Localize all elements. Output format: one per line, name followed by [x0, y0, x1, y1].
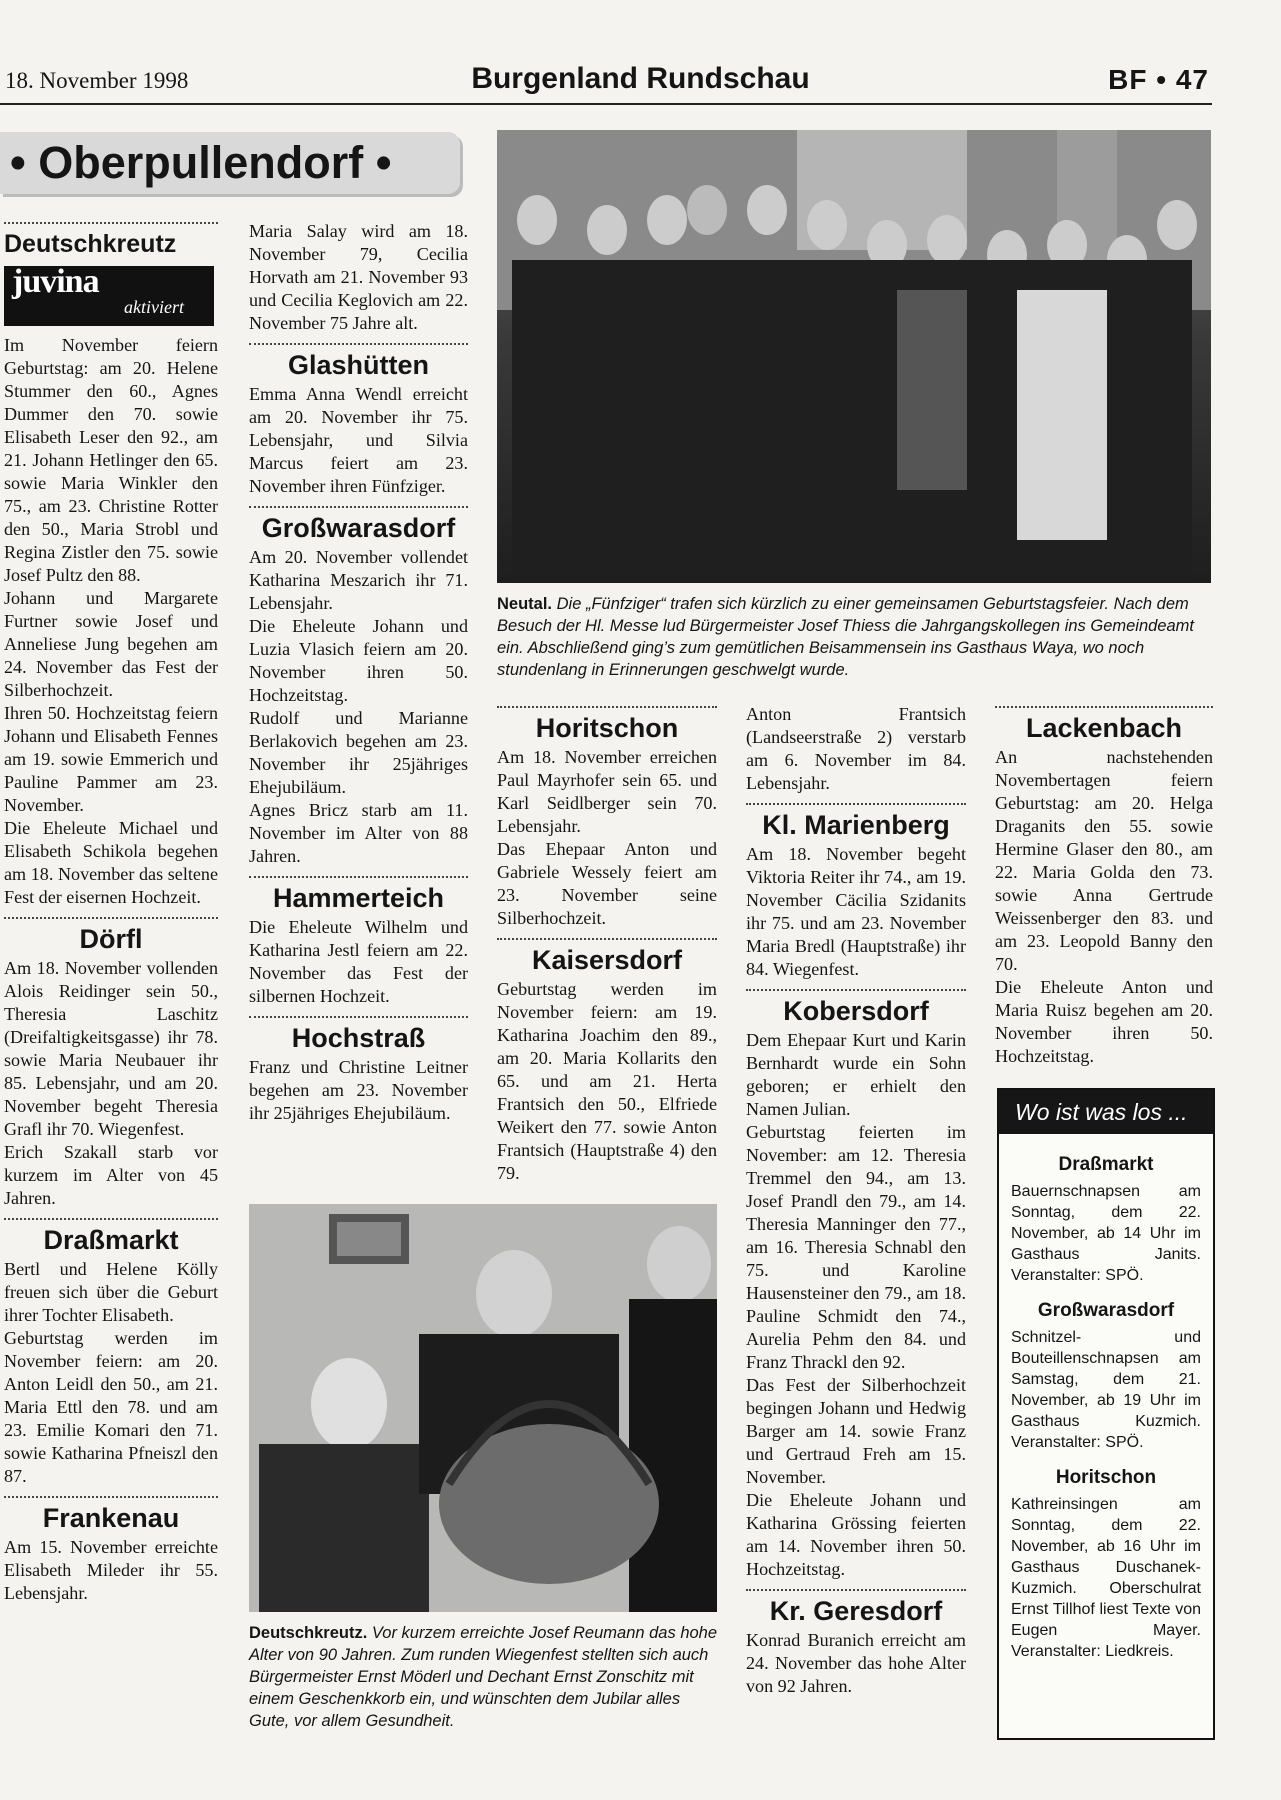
- paragraph: Die Eheleute Michael und Elisabeth Schikola begehen am 18. November das seltene Fest der eisernen Hochzeit.: [4, 818, 218, 907]
- divider: [995, 706, 1213, 708]
- divider: [746, 1589, 966, 1591]
- group-photo-neutal: [497, 130, 1211, 583]
- paragraph: Im November feiern Geburtstag: am 20. Helene Stummer den 60., Agnes Dummer den 70. sowie Elisabeth Leser den 92., am 21. Johann Hetlinger den 65. sowie Maria Winkler den 75., am 23. Christine Rotter den 50., Maria Strobl und Regina Zistler den 75. sowie Josef Pultz den 88.: [4, 335, 218, 585]
- column-3: [497, 706, 717, 1185]
- divider: [497, 706, 717, 708]
- divider: [746, 989, 966, 991]
- group-photo-illustration: [497, 130, 1211, 583]
- column-4: [746, 703, 966, 1698]
- paragraph: Bertl und Helene Kölly freuen sich über die Geburt ihrer Tochter Elisabeth.: [4, 1259, 218, 1325]
- event-place: Horitschon: [1055, 1467, 1157, 1488]
- paragraph: Maria Salay wird am 18. November 79, Cecilia Horvath am 21. November 93 und Cecilia Keglovich am 22. November 75 Jahre alt.: [249, 221, 468, 333]
- paragraph: Am 18. November vollenden Alois Reidinger sein 50., Theresia Laschitz (Dreifaltigkeitsgasse) ihr 78. sowie Maria Neubauer ihr 85. Lebensjahr, und am 20. November begeht Theresia Grafl ihr 70. Wiegenfest.: [4, 958, 218, 1139]
- paragraph: Das Fest der Silberhochzeit begingen Johann und Hedwig Barger am 14. sowie Franz und Gertraud Freh am 15. November.: [746, 1375, 966, 1487]
- column-2: [249, 220, 468, 1125]
- event-text: Kathreinsingen am Sonntag, dem 22. November, ab 16 Uhr im Gasthaus Duschanek-Kuzmich. Oberschulrat Ernst Tillhof liest Texte von Eugen Mayer. Veranstalter: Liedkreis.: [1011, 1496, 1201, 1660]
- heading-kaisersdorf: Kaisersdorf: [531, 945, 683, 975]
- events-box-body: [999, 1134, 1213, 1668]
- logo-tagline: aktiviert: [124, 297, 184, 317]
- divider: [4, 917, 218, 919]
- event-text: Schnitzel- und Bouteillenschnapsen am Samstag, dem 21. November, ab 19 Uhr im Gasthaus Kuzmich. Veranstalter: SPÖ.: [1011, 1329, 1201, 1451]
- heading-hochstrass: Hochstraß: [291, 1023, 426, 1053]
- paragraph: Agnes Bricz starb am 11. November im Alter von 88 Jahren.: [249, 800, 468, 866]
- heading-lackenbach: Lackenbach: [1025, 713, 1183, 743]
- heading-deutschkreutz: Deutschkreutz: [4, 230, 177, 258]
- paragraph: Die Eheleute Wilhelm und Katharina Jestl feiern am 22. November das Fest der silbernen Hochzeit.: [249, 917, 468, 1006]
- paragraph: Am 18. November erreichen Paul Mayrhofer sein 65. und Karl Seidlberger sein 70. Lebensjahr.: [497, 747, 717, 836]
- divider: [4, 1496, 218, 1498]
- paragraph: Geburtstag werden im November feiern: am 19. Katharina Joachim den 89., am 20. Maria Kollarits den 65. und am 21. Herta Frantsich den 50., Elfriede Weikert den 77. sowie Anton Frantsich (Hauptstraße 4) den 79.: [497, 979, 717, 1183]
- paragraph: Dem Ehepaar Kurt und Karin Bernhardt wurde ein Sohn geboren; er erhielt den Namen Julian.: [746, 1030, 966, 1119]
- heading-kl-marienberg: Kl. Marienberg: [762, 810, 950, 840]
- event-place: Großwarasdorf: [1037, 1300, 1175, 1321]
- divider: [249, 343, 468, 345]
- juvina-logo: [4, 263, 214, 326]
- paragraph: Konrad Buranich erreicht am 24. November das hohe Alter von 92 Jahren.: [746, 1630, 966, 1696]
- heading-grosswarasdorf: Großwarasdorf: [261, 513, 456, 543]
- event-place: Draßmarkt: [1058, 1154, 1154, 1175]
- paragraph: Emma Anna Wendl erreicht am 20. November ihr 75. Lebensjahr, und Silvia Marcus feiert am 23. November ihren Fünfziger.: [249, 384, 468, 496]
- events-box-title: Wo ist was los ...: [999, 1090, 1213, 1134]
- column-1: [4, 222, 218, 1605]
- heading-horitschon: Horitschon: [535, 713, 679, 743]
- logo-wordmark: juvina: [12, 263, 99, 300]
- heading-drassmarkt: Draßmarkt: [43, 1225, 179, 1255]
- divider: [249, 506, 468, 508]
- paragraph: Das Ehepaar Anton und Gabriele Wessely feiert am 23. November seine Silberhochzeit.: [497, 839, 717, 928]
- divider: [4, 1218, 218, 1220]
- paragraph: Ihren 50. Hochzeitstag feiern Johann und Elisabeth Fennes am 19. sowie Emmerich und Pauline Pammer am 23. November.: [4, 703, 218, 815]
- paragraph: Geburtstag werden im November feiern: am 20. Anton Leidl den 50., am 21. Maria Ettl den 78. und am 23. Emilie Komari den 71. sowie Katharina Pfneiszl den 87.: [4, 1328, 218, 1486]
- newspaper-title: Burgenland Rundschau: [471, 62, 810, 95]
- heading-hammerteich: Hammerteich: [272, 883, 445, 913]
- section-banner: • Oberpullendorf •: [0, 132, 460, 194]
- heading-kr-geresdorf: Kr. Geresdorf: [769, 1596, 943, 1626]
- paragraph: Franz und Christine Leitner begehen am 23. November ihr 25jähriges Ehejubiläum.: [249, 1057, 468, 1123]
- paragraph: Am 20. November vollendet Katharina Meszarich ihr 71. Lebensjahr.: [249, 547, 468, 613]
- events-box: [997, 1088, 1215, 1740]
- caption-text: Vor kurzem erreichte Josef Reumann das hohe Alter von 90 Jahren. Zum runden Wiegenfest stellten sich auch Bürgermeister Ernst Möderl und Dechant Ernst Zonschitz mit einem Geschenkkorb ein, und wünschten dem Jubilar alles Gute, vor allem Gesundheit.: [249, 1624, 718, 1730]
- heading-doerfl: Dörfl: [79, 924, 143, 954]
- paragraph: Die Eheleute Anton und Maria Ruisz begehen am 20. November ihren 50. Hochzeitstag.: [995, 977, 1213, 1066]
- jubilar-photo-illustration: [249, 1204, 717, 1612]
- divider: [4, 222, 218, 224]
- paragraph: Rudolf und Marianne Berlakovich begehen am 23. November ihr 25jähriges Ehejubiläum.: [249, 708, 468, 797]
- paragraph: Die Eheleute Johann und Luzia Vlasich feiern am 20. November ihren 50. Hochzeitstag.: [249, 616, 468, 705]
- heading-glashuetten: Glashütten: [287, 350, 429, 380]
- paragraph: Am 18. November begeht Viktoria Reiter ihr 74., am 19. November Cäcilia Szidanits ihr 75. und am 23. November Maria Bredl (Hauptstraße) ihr 84. Wiegenfest.: [746, 844, 966, 979]
- caption-place: Neutal.: [497, 595, 553, 613]
- divider: [249, 876, 468, 878]
- paragraph: Die Eheleute Johann und Katharina Grössing feierten am 14. November ihren 50. Hochzeitstag.: [746, 1490, 966, 1579]
- jubilar-photo-deutschkreutz: [249, 1204, 717, 1612]
- photo-caption-neutal: [497, 593, 1211, 681]
- paragraph: Erich Szakall starb vor kurzem im Alter von 45 Jahren.: [4, 1142, 218, 1208]
- page-number: BF • 47: [1108, 64, 1209, 95]
- heading-kobersdorf: Kobersdorf: [783, 996, 929, 1026]
- divider: [249, 1016, 468, 1018]
- issue-date: 18. November 1998: [5, 68, 189, 93]
- paragraph: Am 15. November erreichte Elisabeth Mileder ihr 55. Lebensjahr.: [4, 1537, 218, 1603]
- paragraph: Johann und Margarete Furtner sowie Josef und Anneliese Jung begehen am 24. November das Fest der Silberhochzeit.: [4, 588, 218, 700]
- divider: [497, 938, 717, 940]
- caption-place: Deutschkreutz.: [249, 1624, 368, 1642]
- divider: [746, 803, 966, 805]
- caption-text: Die „Fünfziger“ trafen sich kürzlich zu einer gemeinsamen Geburtstagsfeier. Nach dem Besuch der Hl. Messe lud Bürgermeister Josef Thiess die Jahrgangskollegen ins Gemeindeamt ein. Abschließend ging’s zum gemütlichen Beisammensein ins Gasthaus Waya, wo noch stundenlang in Erinnerungen geschwelgt wurde.: [497, 595, 1195, 679]
- paragraph: Geburtstag feierten im November: am 12. Theresia Tremmel den 94., am 13. Josef Prandl den 79., am 14. Theresia Manninger den 77., am 16. Theresia Schnabl den 75. und Karoline Hausensteiner den 79., am 18. Pauline Schmidt den 74., Aurelia Pehm den 84. und Franz Thrackl den 92.: [746, 1122, 966, 1372]
- column-5: [995, 706, 1213, 1068]
- paragraph: Anton Frantsich (Landseerstraße 2) verstarb am 6. November im 84. Lebensjahr.: [746, 704, 966, 793]
- paragraph: An nachstehenden Novembertagen feiern Geburtstag: am 20. Helga Draganits den 55. sowie Hermine Glaser den 80., am 22. Maria Golda den 73. sowie Anna Gertrude Weissenberger den 83. und am 23. Leopold Banny den 70.: [995, 747, 1213, 974]
- heading-frankenau: Frankenau: [42, 1503, 180, 1533]
- header-rule: [0, 103, 1212, 105]
- photo-caption-deutschkreutz: [249, 1622, 721, 1732]
- event-text: Bauernschnapsen am Sonntag, dem 22. November, ab 14 Uhr im Gasthaus Janits. Veranstalter: SPÖ.: [1011, 1183, 1201, 1284]
